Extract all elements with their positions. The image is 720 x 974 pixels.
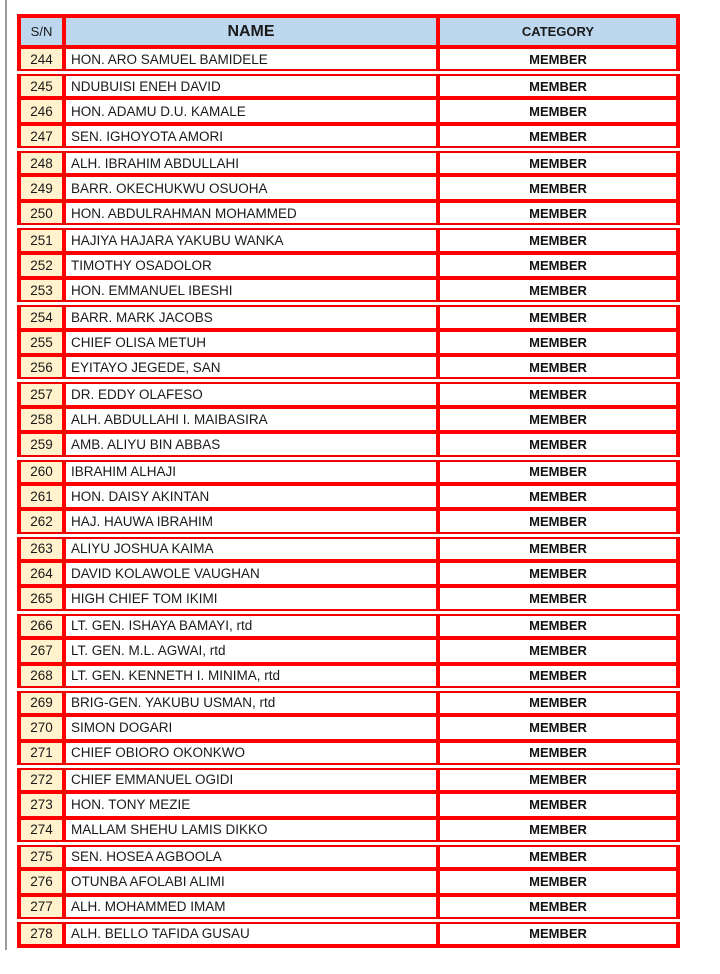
name-cell: HAJ. HAUWA IBRAHIM bbox=[64, 509, 438, 535]
serial-number-cell: 278 bbox=[19, 920, 64, 946]
serial-number-cell: 269 bbox=[19, 689, 64, 715]
category-cell: MEMBER bbox=[438, 124, 678, 150]
table-row bbox=[19, 766, 678, 792]
name-cell: SIMON DOGARI bbox=[64, 715, 438, 741]
name-cell: ALH. ABDULLAHI I. MAIBASIRA bbox=[64, 407, 438, 433]
table-row bbox=[19, 535, 678, 561]
category-cell: MEMBER bbox=[438, 843, 678, 869]
table-row bbox=[19, 664, 678, 690]
header-row bbox=[19, 16, 678, 47]
name-cell: HON. DAISY AKINTAN bbox=[64, 484, 438, 510]
name-cell: BARR. MARK JACOBS bbox=[64, 304, 438, 330]
serial-number-cell: 272 bbox=[19, 766, 64, 792]
category-cell: MEMBER bbox=[438, 253, 678, 279]
name-cell: ALH. IBRAHIM ABDULLAHI bbox=[64, 150, 438, 176]
name-cell: BARR. OKECHUKWU OSUOHA bbox=[64, 175, 438, 201]
category-cell: MEMBER bbox=[438, 638, 678, 664]
table-row bbox=[19, 561, 678, 587]
serial-number-cell: 276 bbox=[19, 869, 64, 895]
name-cell: ALH. MOHAMMED IMAM bbox=[64, 895, 438, 921]
serial-number-cell: 254 bbox=[19, 304, 64, 330]
header-category: CATEGORY bbox=[438, 16, 678, 47]
table-row bbox=[19, 124, 678, 150]
table-row bbox=[19, 304, 678, 330]
table-row bbox=[19, 895, 678, 921]
category-cell: MEMBER bbox=[438, 715, 678, 741]
category-cell: MEMBER bbox=[438, 278, 678, 304]
category-cell: MEMBER bbox=[438, 689, 678, 715]
name-cell: HIGH CHIEF TOM IKIMI bbox=[64, 586, 438, 612]
table-row bbox=[19, 278, 678, 304]
category-cell: MEMBER bbox=[438, 304, 678, 330]
table-row bbox=[19, 407, 678, 433]
name-cell: AMB. ALIYU BIN ABBAS bbox=[64, 432, 438, 458]
table-row bbox=[19, 150, 678, 176]
table-row bbox=[19, 715, 678, 741]
table-row bbox=[19, 175, 678, 201]
table-row bbox=[19, 227, 678, 253]
table-row bbox=[19, 98, 678, 124]
category-cell: MEMBER bbox=[438, 535, 678, 561]
serial-number-cell: 273 bbox=[19, 792, 64, 818]
serial-number-cell: 247 bbox=[19, 124, 64, 150]
table-row bbox=[19, 355, 678, 381]
name-cell: LT. GEN. M.L. AGWAI, rtd bbox=[64, 638, 438, 664]
table-row bbox=[19, 638, 678, 664]
table-row bbox=[19, 818, 678, 844]
table-row bbox=[19, 201, 678, 227]
serial-number-cell: 248 bbox=[19, 150, 64, 176]
category-cell: MEMBER bbox=[438, 561, 678, 587]
table-row bbox=[19, 381, 678, 407]
table-row bbox=[19, 253, 678, 279]
serial-number-cell: 263 bbox=[19, 535, 64, 561]
name-cell: DAVID KOLAWOLE VAUGHAN bbox=[64, 561, 438, 587]
serial-number-cell: 249 bbox=[19, 175, 64, 201]
table-row bbox=[19, 741, 678, 767]
name-cell: NDUBUISI ENEH DAVID bbox=[64, 73, 438, 99]
category-cell: MEMBER bbox=[438, 612, 678, 638]
header-name: NAME bbox=[64, 16, 438, 47]
table-row bbox=[19, 689, 678, 715]
name-cell: TIMOTHY OSADOLOR bbox=[64, 253, 438, 279]
name-cell: HON. ADAMU D.U. KAMALE bbox=[64, 98, 438, 124]
serial-number-cell: 252 bbox=[19, 253, 64, 279]
name-cell: DR. EDDY OLAFESO bbox=[64, 381, 438, 407]
serial-number-cell: 244 bbox=[19, 47, 64, 73]
table-row bbox=[19, 869, 678, 895]
serial-number-cell: 265 bbox=[19, 586, 64, 612]
category-cell: MEMBER bbox=[438, 792, 678, 818]
header-sn: S/N bbox=[19, 16, 64, 47]
page-edge-line bbox=[5, 0, 7, 950]
name-cell: HON. EMMANUEL IBESHI bbox=[64, 278, 438, 304]
name-cell: ALH. BELLO TAFIDA GUSAU bbox=[64, 920, 438, 946]
serial-number-cell: 277 bbox=[19, 895, 64, 921]
category-cell: MEMBER bbox=[438, 381, 678, 407]
category-cell: MEMBER bbox=[438, 407, 678, 433]
name-cell: MALLAM SHEHU LAMIS DIKKO bbox=[64, 818, 438, 844]
category-cell: MEMBER bbox=[438, 920, 678, 946]
serial-number-cell: 246 bbox=[19, 98, 64, 124]
table-body bbox=[19, 47, 678, 946]
category-cell: MEMBER bbox=[438, 895, 678, 921]
serial-number-cell: 264 bbox=[19, 561, 64, 587]
serial-number-cell: 256 bbox=[19, 355, 64, 381]
category-cell: MEMBER bbox=[438, 227, 678, 253]
table-row bbox=[19, 47, 678, 73]
category-cell: MEMBER bbox=[438, 664, 678, 690]
category-cell: MEMBER bbox=[438, 484, 678, 510]
name-cell: LT. GEN. KENNETH I. MINIMA, rtd bbox=[64, 664, 438, 690]
serial-number-cell: 251 bbox=[19, 227, 64, 253]
category-cell: MEMBER bbox=[438, 766, 678, 792]
table-row bbox=[19, 330, 678, 356]
category-cell: MEMBER bbox=[438, 586, 678, 612]
serial-number-cell: 260 bbox=[19, 458, 64, 484]
name-cell: IBRAHIM ALHAJI bbox=[64, 458, 438, 484]
serial-number-cell: 266 bbox=[19, 612, 64, 638]
table-row bbox=[19, 509, 678, 535]
category-cell: MEMBER bbox=[438, 741, 678, 767]
serial-number-cell: 261 bbox=[19, 484, 64, 510]
serial-number-cell: 275 bbox=[19, 843, 64, 869]
name-cell: HON. TONY MEZIE bbox=[64, 792, 438, 818]
table-row bbox=[19, 458, 678, 484]
name-cell: HON. ABDULRAHMAN MOHAMMED bbox=[64, 201, 438, 227]
table-row bbox=[19, 73, 678, 99]
name-cell: CHIEF OLISA METUH bbox=[64, 330, 438, 356]
table-row bbox=[19, 612, 678, 638]
members-table bbox=[17, 14, 680, 948]
category-cell: MEMBER bbox=[438, 355, 678, 381]
name-cell: HON. ARO SAMUEL BAMIDELE bbox=[64, 47, 438, 73]
table-row bbox=[19, 792, 678, 818]
serial-number-cell: 271 bbox=[19, 741, 64, 767]
category-cell: MEMBER bbox=[438, 432, 678, 458]
category-cell: MEMBER bbox=[438, 150, 678, 176]
category-cell: MEMBER bbox=[438, 98, 678, 124]
category-cell: MEMBER bbox=[438, 330, 678, 356]
name-cell: HAJIYA HAJARA YAKUBU WANKA bbox=[64, 227, 438, 253]
serial-number-cell: 270 bbox=[19, 715, 64, 741]
table-row bbox=[19, 432, 678, 458]
serial-number-cell: 262 bbox=[19, 509, 64, 535]
name-cell: ALIYU JOSHUA KAIMA bbox=[64, 535, 438, 561]
serial-number-cell: 253 bbox=[19, 278, 64, 304]
serial-number-cell: 245 bbox=[19, 73, 64, 99]
serial-number-cell: 250 bbox=[19, 201, 64, 227]
serial-number-cell: 259 bbox=[19, 432, 64, 458]
serial-number-cell: 267 bbox=[19, 638, 64, 664]
serial-number-cell: 255 bbox=[19, 330, 64, 356]
name-cell: LT. GEN. ISHAYA BAMAYI, rtd bbox=[64, 612, 438, 638]
category-cell: MEMBER bbox=[438, 458, 678, 484]
name-cell: CHIEF OBIORO OKONKWO bbox=[64, 741, 438, 767]
category-cell: MEMBER bbox=[438, 175, 678, 201]
table-row bbox=[19, 586, 678, 612]
name-cell: SEN. HOSEA AGBOOLA bbox=[64, 843, 438, 869]
name-cell: BRIG-GEN. YAKUBU USMAN, rtd bbox=[64, 689, 438, 715]
serial-number-cell: 257 bbox=[19, 381, 64, 407]
serial-number-cell: 274 bbox=[19, 818, 64, 844]
category-cell: MEMBER bbox=[438, 869, 678, 895]
serial-number-cell: 268 bbox=[19, 664, 64, 690]
category-cell: MEMBER bbox=[438, 509, 678, 535]
category-cell: MEMBER bbox=[438, 818, 678, 844]
category-cell: MEMBER bbox=[438, 201, 678, 227]
serial-number-cell: 258 bbox=[19, 407, 64, 433]
table-row bbox=[19, 920, 678, 946]
name-cell: SEN. IGHOYOTA AMORI bbox=[64, 124, 438, 150]
category-cell: MEMBER bbox=[438, 73, 678, 99]
name-cell: EYITAYO JEGEDE, SAN bbox=[64, 355, 438, 381]
table-row bbox=[19, 484, 678, 510]
name-cell: CHIEF EMMANUEL OGIDI bbox=[64, 766, 438, 792]
category-cell: MEMBER bbox=[438, 47, 678, 73]
table-row bbox=[19, 843, 678, 869]
name-cell: OTUNBA AFOLABI ALIMI bbox=[64, 869, 438, 895]
